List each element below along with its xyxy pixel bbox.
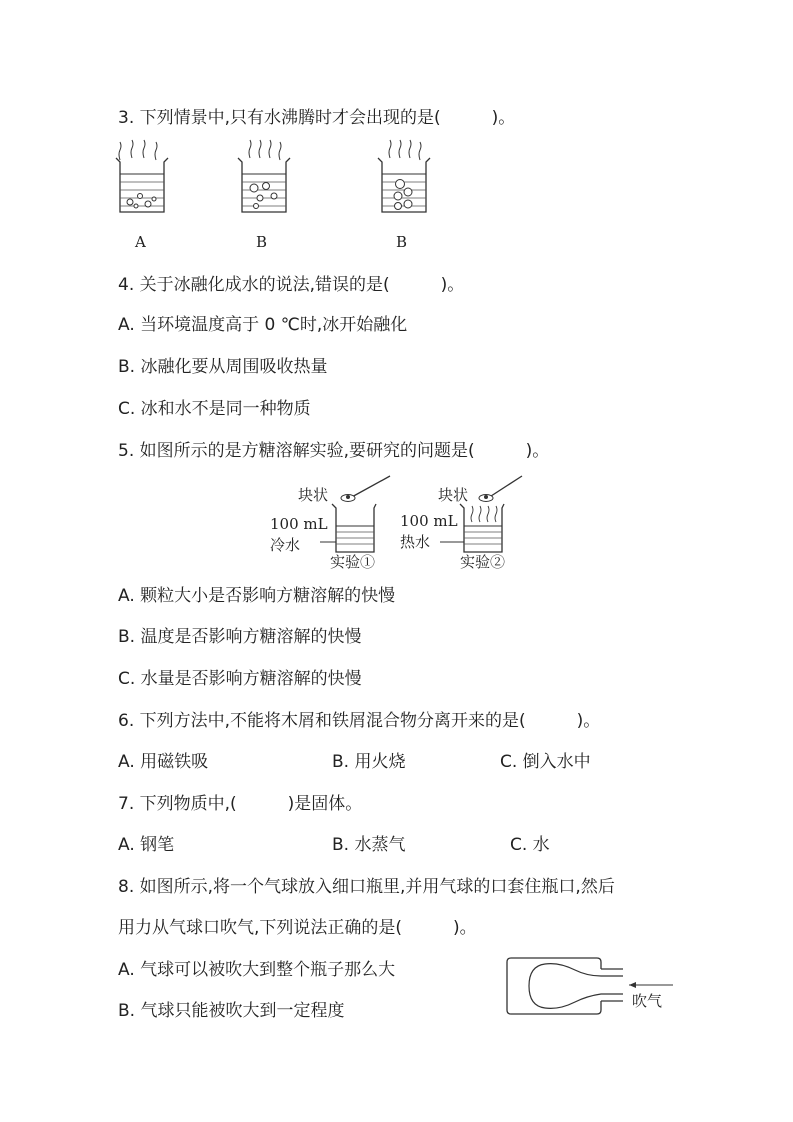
q4-stem: 4. 关于冰融化成水的说法,错误的是( )。	[118, 275, 465, 295]
q7-option-c: C. 水	[510, 835, 550, 855]
q3-label-c: B	[396, 233, 408, 251]
q5-right-volume: 100 mL	[400, 512, 458, 530]
q5-left-water: 冷水	[270, 536, 301, 554]
q6-option-b: B. 用火烧	[332, 752, 406, 772]
q3-label-b: B	[256, 233, 268, 251]
beaker-c-figure	[374, 144, 434, 214]
q7-option-b: B. 水蒸气	[332, 835, 406, 855]
q6-option-a: A. 用磁铁吸	[118, 752, 209, 772]
q5-option-b: B. 温度是否影响方糖溶解的快慢	[118, 627, 362, 647]
q5-stem: 5. 如图所示的是方糖溶解实验,要研究的问题是( )。	[118, 441, 550, 461]
q5-option-a: A. 颗粒大小是否影响方糖溶解的快慢	[118, 586, 396, 606]
q5-right-top-label: 块状	[438, 486, 469, 504]
q3-stem: 3. 下列情景中,只有水沸腾时才会出现的是( )。	[118, 108, 516, 128]
q3-label-a: A	[135, 233, 146, 251]
q4-option-c: C. 冰和水不是同一种物质	[118, 399, 311, 419]
beaker-b-figure	[234, 144, 294, 214]
q8-stem-line1: 8. 如图所示,将一个气球放入细口瓶里,并用气球的口套住瓶口,然后	[118, 877, 615, 897]
q5-option-c: C. 水量是否影响方糖溶解的快慢	[118, 669, 362, 689]
q8-option-b: B. 气球只能被吹大到一定程度	[118, 1001, 345, 1021]
q5-right-water: 热水	[400, 533, 431, 551]
q5-left-volume: 100 mL	[270, 515, 328, 533]
q4-option-b: B. 冰融化要从周围吸收热量	[118, 357, 328, 377]
q8-option-a: A. 气球可以被吹大到整个瓶子那么大	[118, 960, 396, 980]
q5-right-experiment: 实验②	[460, 553, 506, 571]
q6-stem: 6. 下列方法中,不能将木屑和铁屑混合物分离开来的是( )。	[118, 711, 601, 731]
q5-experiment-figure	[300, 470, 520, 560]
q7-option-a: A. 钢笔	[118, 835, 175, 855]
beaker-a-figure	[112, 144, 172, 214]
q5-left-top-label: 块状	[298, 486, 329, 504]
q8-blow-label: 吹气	[632, 992, 663, 1010]
q7-stem: 7. 下列物质中,( )是固体。	[118, 794, 363, 814]
q4-option-a: A. 当环境温度高于 0 ℃时,冰开始融化	[118, 315, 408, 335]
q6-option-c: C. 倒入水中	[500, 752, 591, 772]
q8-stem-line2: 用力从气球口吹气,下列说法正确的是( )。	[118, 918, 477, 938]
q5-left-experiment: 实验①	[330, 553, 376, 571]
